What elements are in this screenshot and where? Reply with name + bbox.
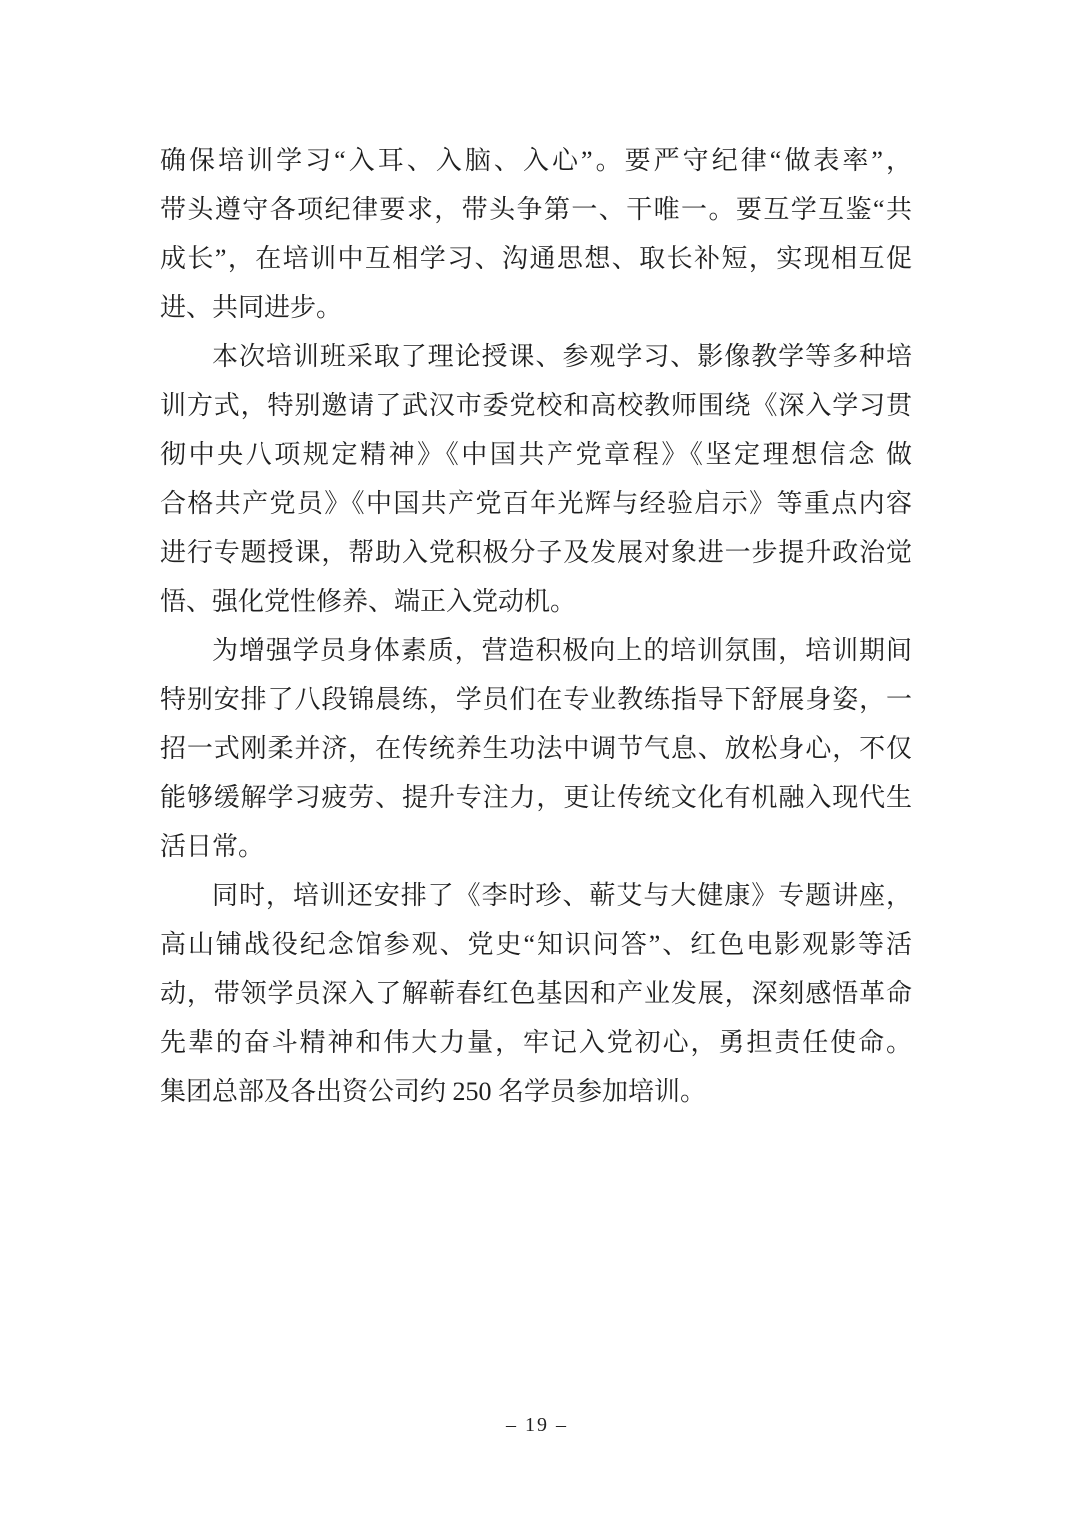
text-line: 训方式，特别邀请了武汉市委党校和高校教师围绕《深入学习贯 — [160, 391, 912, 420]
text-line: 带头遵守各项纪律要求，带头争第一、干唯一。要互学互鉴“共 — [160, 195, 912, 224]
page-number: – 19 – — [506, 1414, 568, 1436]
text-line: 集团总部及各出资公司约 250 名学员参加培训。 — [160, 1077, 707, 1106]
paragraph-training-methods — [160, 332, 912, 626]
text-line: 同时，培训还安排了《李时珍、蕲艾与大健康》专题讲座， — [212, 881, 912, 910]
text-line: 招一式刚柔并济，在传统养生功法中调节气息、放松身心，不仅 — [160, 734, 912, 763]
text-line: 能够缓解学习疲劳、提升专注力，更让传统文化有机融入现代生 — [160, 783, 912, 812]
text-line: 动，带领学员深入了解蕲春红色基因和产业发展，深刻感悟革命 — [160, 979, 912, 1008]
text-line: 合格共产党员》《中国共产党百年光辉与经验启示》等重点内容 — [160, 489, 912, 518]
paragraph-attendance — [160, 1067, 912, 1116]
text-line: 悟、强化党性修养、端正入党动机。 — [160, 587, 577, 616]
paragraph-continued — [160, 136, 912, 332]
text-line: 为增强学员身体素质，营造积极向上的培训氛围，培训期间 — [212, 636, 912, 665]
text-line: 特别安排了八段锦晨练，学员们在专业教练指导下舒展身姿，一 — [160, 685, 912, 714]
text-line: 确保培训学习“入耳、入脑、入心”。要严守纪律“做表率”， — [160, 146, 912, 175]
text-line: 本次培训班采取了理论授课、参观学习、影像教学等多种培 — [212, 342, 912, 371]
text-line: 先辈的奋斗精神和伟大力量，牢记入党初心，勇担责任使命。 — [160, 1028, 912, 1057]
paragraph-morning-exercise — [160, 626, 912, 871]
text-line: 进行专题授课，帮助入党积极分子及发展对象进一步提升政治觉 — [160, 538, 912, 567]
text-line: 彻中央八项规定精神》《中国共产党章程》《坚定理想信念 做 — [160, 440, 912, 469]
text-line: 进、共同进步。 — [160, 293, 343, 322]
text-line: 成长”，在培训中互相学习、沟通思想、取长补短，实现相互促 — [160, 244, 912, 273]
text-line: 高山铺战役纪念馆参观、党史“知识问答”、红色电影观影等活 — [160, 930, 912, 959]
paragraph-activities — [160, 871, 912, 1067]
document-body — [160, 136, 912, 1116]
text-line: 活日常。 — [160, 832, 265, 861]
